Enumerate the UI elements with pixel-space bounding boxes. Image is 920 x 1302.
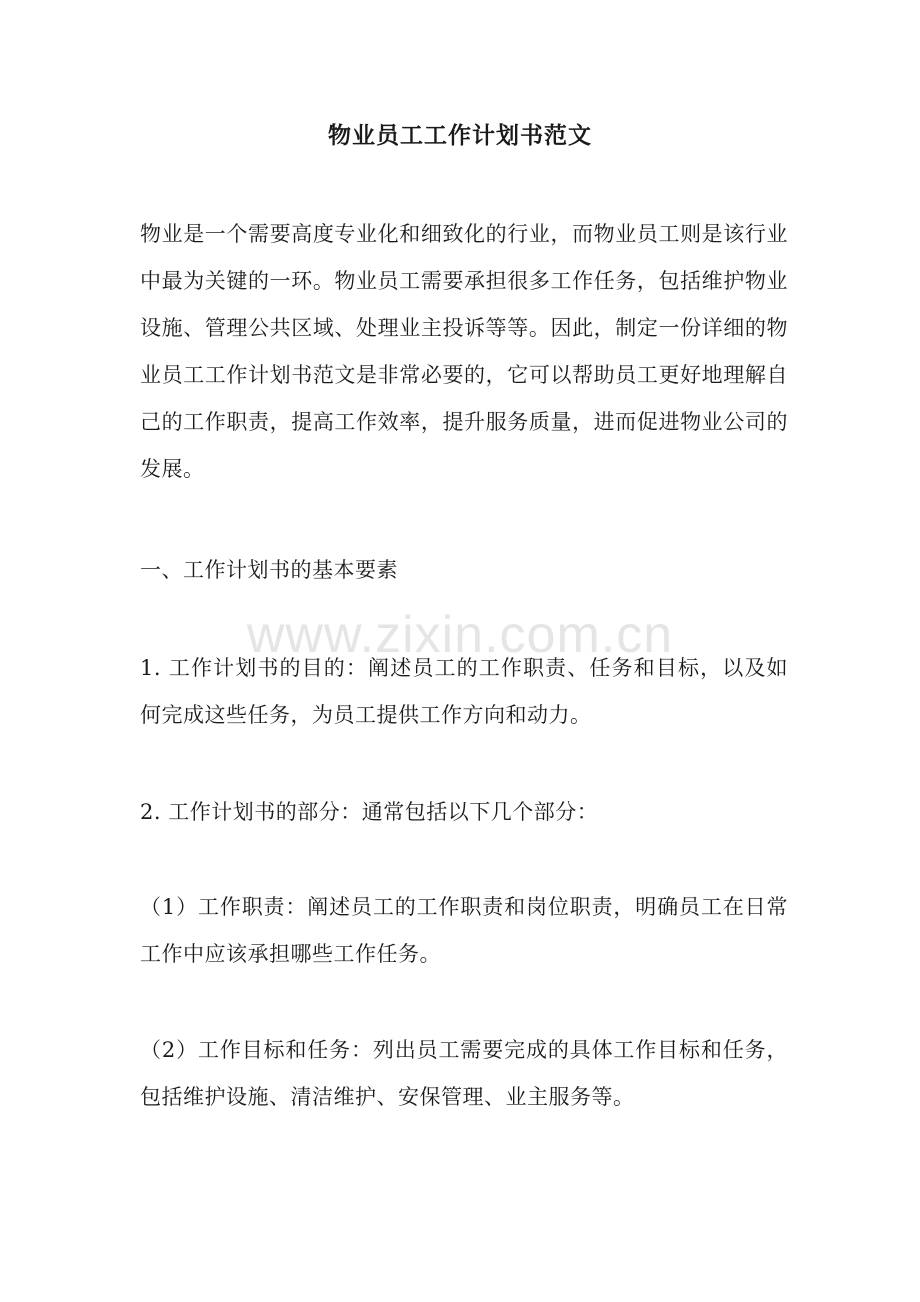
list-item-1: 1. 工作计划书的目的：阐述员工的工作职责、任务和目标，以及如何完成这些任务，为员工提供工作方向和动力。 — [140, 656, 788, 727]
section-heading: 一、工作计划书的基本要素 — [140, 558, 398, 582]
intro-paragraph: 物业是一个需要高度专业化和细致化的行业，而物业员工则是该行业中最为关键的一环。物业员工需要承担很多工作任务，包括维护物业设施、管理公共区域、处理业主投诉等等。因此，制定一份详细的物业员工工作计划书范文是非常必要的，它可以帮助员工更好地理解自己的工作职责，提高工作效率，提升服务质量，进而促进物业公司的发展。 — [140, 222, 788, 481]
sub-item-2: （2）工作目标和任务：列出员工需要完成的具体工作目标和任务，包括维护设施、清洁维护、安保管理、业主服务等。 — [140, 1038, 788, 1109]
document-title: 物业员工工作计划书范文 — [328, 122, 592, 149]
sub-item-1: （1）工作职责：阐述员工的工作职责和岗位职责，明确员工在日常工作中应该承担哪些工作任务。 — [140, 895, 788, 966]
list-item-2: 2. 工作计划书的部分：通常包括以下几个部分： — [140, 800, 599, 824]
watermark: www.zixin.com.cn — [246, 606, 674, 664]
